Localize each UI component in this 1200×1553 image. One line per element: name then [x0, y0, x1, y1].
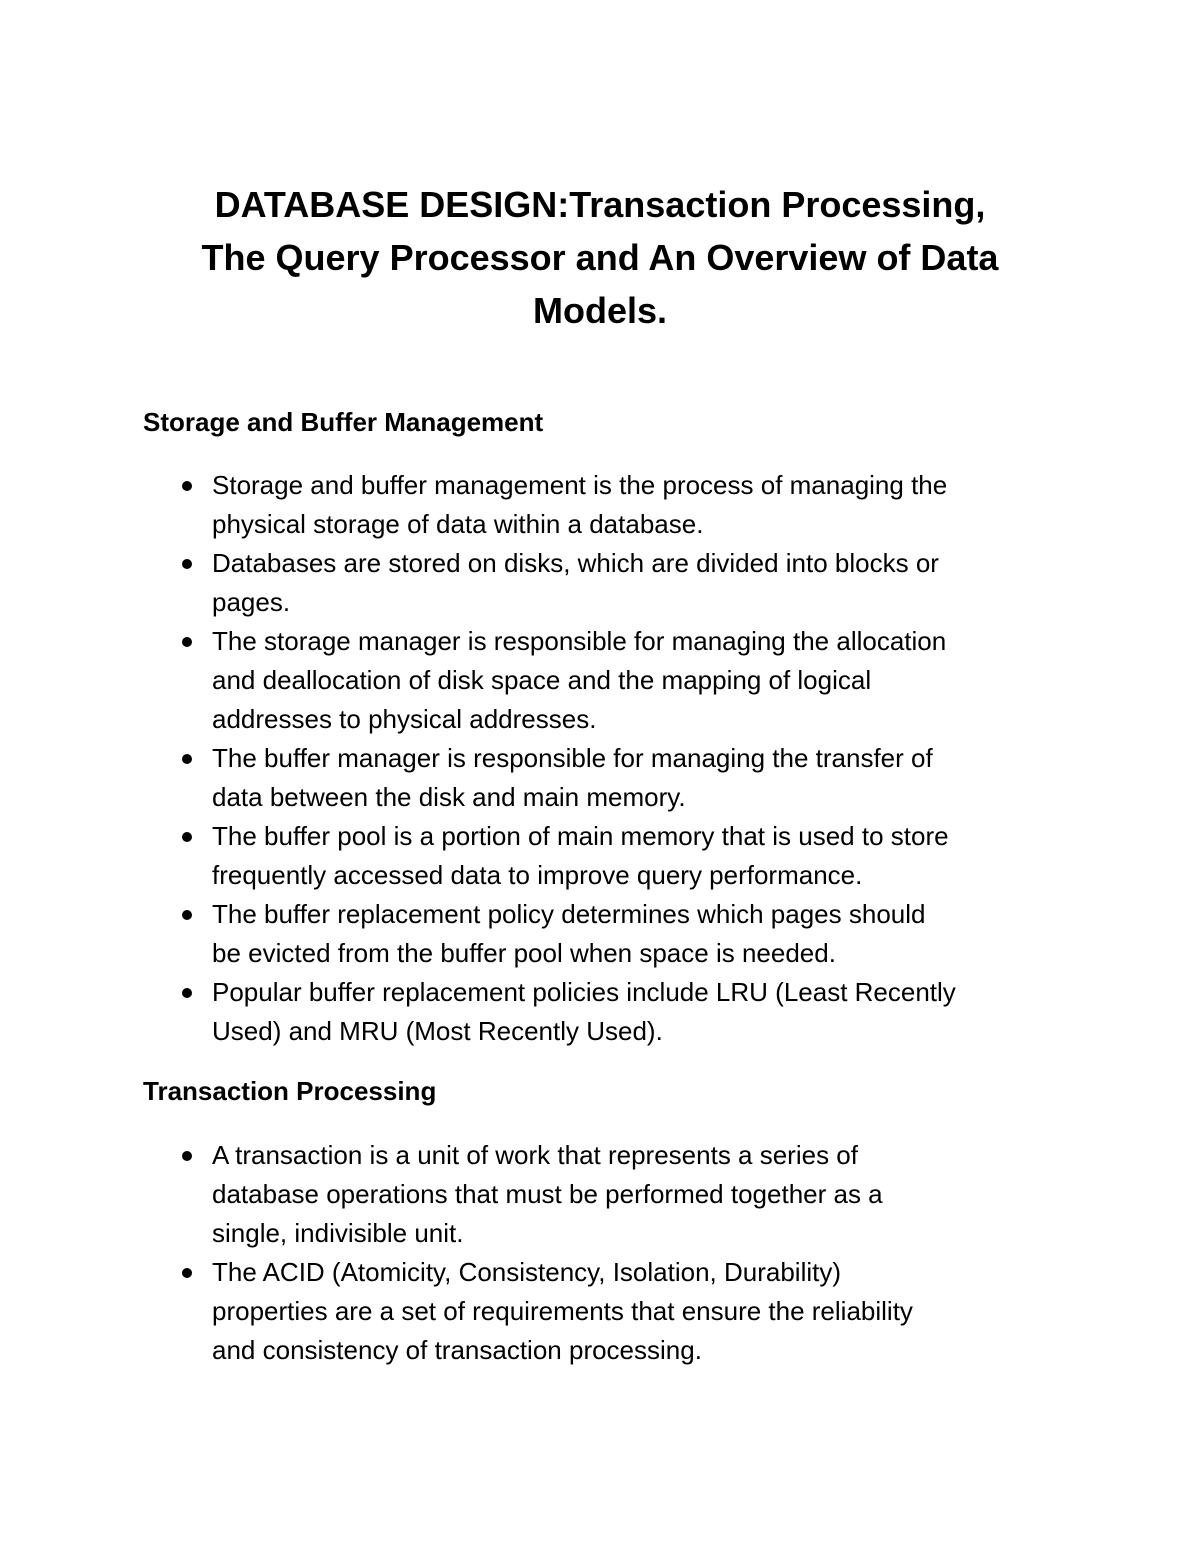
list-item-line: The buffer pool is a portion of main memory that is used to store: [212, 821, 949, 851]
list-item-line: and deallocation of disk space and the mapping of logical: [212, 665, 872, 695]
list-item: [178, 817, 1078, 895]
list-item: [178, 466, 1078, 544]
list-item: [178, 622, 1078, 739]
section-heading-transaction-processing: Transaction Processing: [143, 1076, 437, 1106]
list-item-line: physical storage of data within a database.: [212, 509, 704, 539]
list-item-line: The buffer replacement policy determines which pages should: [212, 899, 926, 929]
list-item-line: pages.: [212, 587, 291, 617]
section-heading-storage-buffer-management: Storage and Buffer Management: [143, 407, 544, 437]
list-item-line: single, indivisible unit.: [212, 1218, 464, 1248]
bullet-dot-icon: [182, 1268, 192, 1278]
bullet-dot-icon: [182, 988, 192, 998]
list-item: [178, 1253, 1078, 1370]
list-item-line: frequently accessed data to improve query performance.: [212, 860, 863, 890]
list-item-line: and consistency of transaction processing.: [212, 1335, 702, 1365]
list-item-line: Databases are stored on disks, which are divided into blocks or: [212, 548, 939, 578]
bullet-dot-icon: [182, 754, 192, 764]
list-item: [178, 544, 1078, 622]
list-item-line: addresses to physical addresses.: [212, 704, 597, 734]
bullet-dot-icon: [182, 559, 192, 569]
list-item: [178, 739, 1078, 817]
storage-bullet-list: [178, 466, 1078, 1051]
bullet-dot-icon: [182, 1151, 192, 1161]
list-item-line: The buffer manager is responsible for managing the transfer of: [212, 743, 933, 773]
bullet-dot-icon: [182, 481, 192, 491]
transaction-bullet-list: [178, 1136, 1078, 1370]
list-item-line: Popular buffer replacement policies include LRU (Least Recently: [212, 977, 956, 1007]
title-line: Models.: [532, 290, 667, 331]
document-title: [140, 178, 1060, 337]
bullet-dot-icon: [182, 832, 192, 842]
bullet-dot-icon: [182, 910, 192, 920]
list-item-line: properties are a set of requirements that ensure the reliability: [212, 1296, 913, 1326]
list-item: [178, 1136, 1078, 1253]
list-item: [178, 973, 1078, 1051]
title-line: DATABASE DESIGN:Transaction Processing,: [214, 184, 986, 225]
list-item-line: Storage and buffer management is the process of managing the: [212, 470, 948, 500]
list-item: [178, 895, 1078, 973]
list-item-line: The ACID (Atomicity, Consistency, Isolation, Durability): [212, 1257, 842, 1287]
list-item-line: be evicted from the buffer pool when space is needed.: [212, 938, 836, 968]
bullet-dot-icon: [182, 637, 192, 647]
list-item-line: The storage manager is responsible for managing the allocation: [212, 626, 947, 656]
list-item-line: data between the disk and main memory.: [212, 782, 686, 812]
title-line: The Query Processor and An Overview of Data: [201, 237, 999, 278]
list-item-line: Used) and MRU (Most Recently Used).: [212, 1016, 663, 1046]
list-item-line: database operations that must be performed together as a: [212, 1179, 883, 1209]
list-item-line: A transaction is a unit of work that represents a series of: [212, 1140, 858, 1170]
